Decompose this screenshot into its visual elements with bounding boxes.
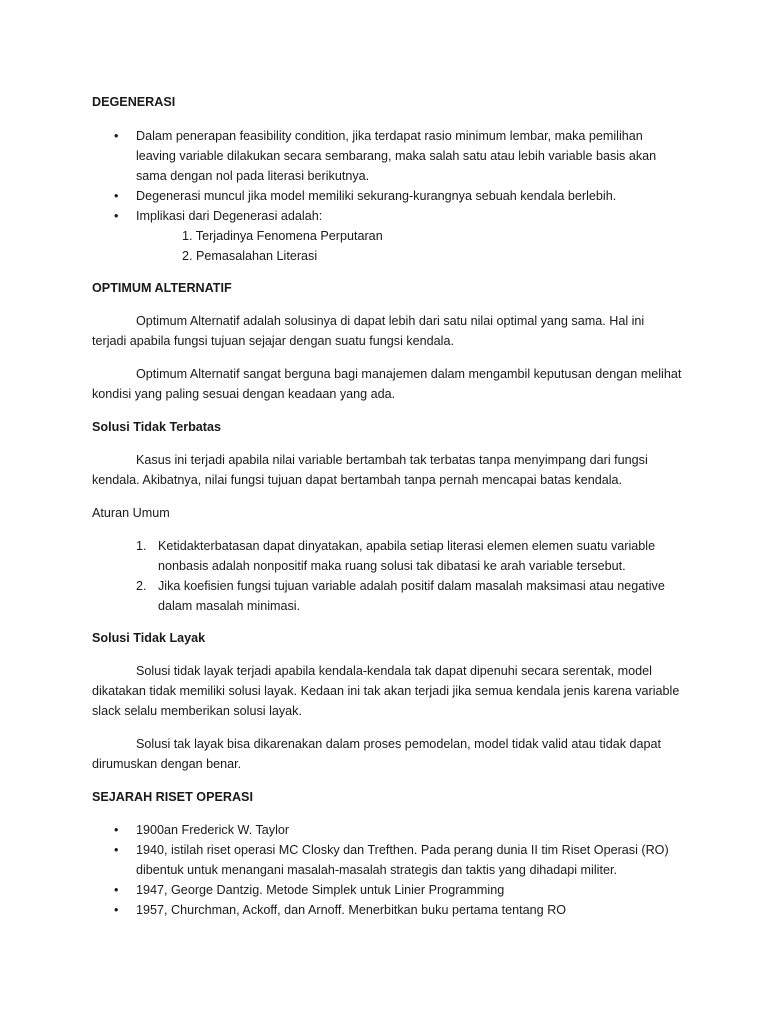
- list-item: • 1900an Frederick W. Taylor: [92, 820, 682, 840]
- aturan-numbered-list: [92, 536, 682, 616]
- heading-aturan-umum: Aturan Umum: [92, 506, 170, 520]
- list-number: 1.: [136, 539, 147, 553]
- heading-degenerasi: DEGENERASI: [92, 95, 176, 109]
- paragraph: Optimum Alternatif adalah solusinya di dapat lebih dari satu nilai optimal yang sama. Hal ini terjadi apabila fungsi tujuan sejajar dengan suatu fungsi kendala.: [92, 314, 645, 348]
- list-number: 2.: [136, 579, 147, 593]
- heading-sejarah-riset-operasi: SEJARAH RISET OPERASI: [92, 790, 253, 804]
- list-item: • Implikasi dari Degenerasi adalah:: [92, 206, 682, 226]
- list-item-text: Jika koefisien fungsi tujuan variable adalah positif dalam masalah maksimasi atau negative dalam masalah minimasi.: [158, 579, 665, 613]
- list-item: 2. Pemasalahan Literasi: [182, 249, 318, 263]
- implikasi-sub-list: [92, 226, 682, 266]
- heading-solusi-tidak-layak: Solusi Tidak Layak: [92, 631, 206, 645]
- paragraph: Solusi tidak layak terjadi apabila kendala-kendala tak dapat dipenuhi secara serentak, model dikatakan tidak memiliki solusi layak. Kedaan ini tak akan terjadi jika semua kendala jenis karena variable slack selalu memberikan solusi layak.: [92, 664, 680, 718]
- paragraph: Solusi tak layak bisa dikarenakan dalam proses pemodelan, model tidak valid atau tidak dapat dirumuskan dengan benar.: [92, 737, 662, 771]
- paragraph: Kasus ini terjadi apabila nilai variable bertambah tak terbatas tanpa menyimpang dari fungsi kendala. Akibatnya, nilai fungsi tujuan dapat bertambah tanpa pernah mencapai batas kendala.: [92, 453, 648, 487]
- list-item: [92, 536, 682, 576]
- list-item: • 1947, George Dantzig. Metode Simplek untuk Linier Programming: [92, 880, 682, 900]
- heading-solusi-tidak-terbatas: Solusi Tidak Terbatas: [92, 420, 222, 434]
- list-item: • Dalam penerapan feasibility condition, jika terdapat rasio minimum lembar, maka pemilihan leaving variable dilakukan secara sembarang, maka salah satu atau lebih variable basis akan sama dengan nol pada literasi berikutnya.: [92, 126, 682, 186]
- degenerasi-bullet-list: [92, 126, 682, 226]
- list-item: • 1940, istilah riset operasi MC Closky dan Trefthen. Pada perang dunia II tim Riset Operasi (RO) dibentuk untuk menangani masalah-masalah strategis dan taktis yang dihadapi militer.: [92, 840, 682, 880]
- list-item: [92, 576, 682, 616]
- paragraph: Optimum Alternatif sangat berguna bagi manajemen dalam mengambil keputusan dengan melihat kondisi yang paling sesuai dengan keadaan yang ada.: [92, 367, 682, 401]
- list-item: • Degenerasi muncul jika model memiliki sekurang-kurangnya sebuah kendala berlebih.: [92, 186, 682, 206]
- page-body: [92, 92, 682, 920]
- heading-optimum-alternatif: OPTIMUM ALTERNATIF: [92, 281, 232, 295]
- list-item-text: Ketidakterbatasan dapat dinyatakan, apabila setiap literasi elemen elemen suatu variable nonbasis adalah nonpositif maka ruang solusi tak dibatasi ke arah variable tersebut.: [158, 539, 656, 573]
- list-item: 1. Terjadinya Fenomena Perputaran: [182, 229, 383, 243]
- list-item: • 1957, Churchman, Ackoff, dan Arnoff. Menerbitkan buku pertama tentang RO: [92, 900, 682, 920]
- sejarah-bullet-list: [92, 820, 682, 920]
